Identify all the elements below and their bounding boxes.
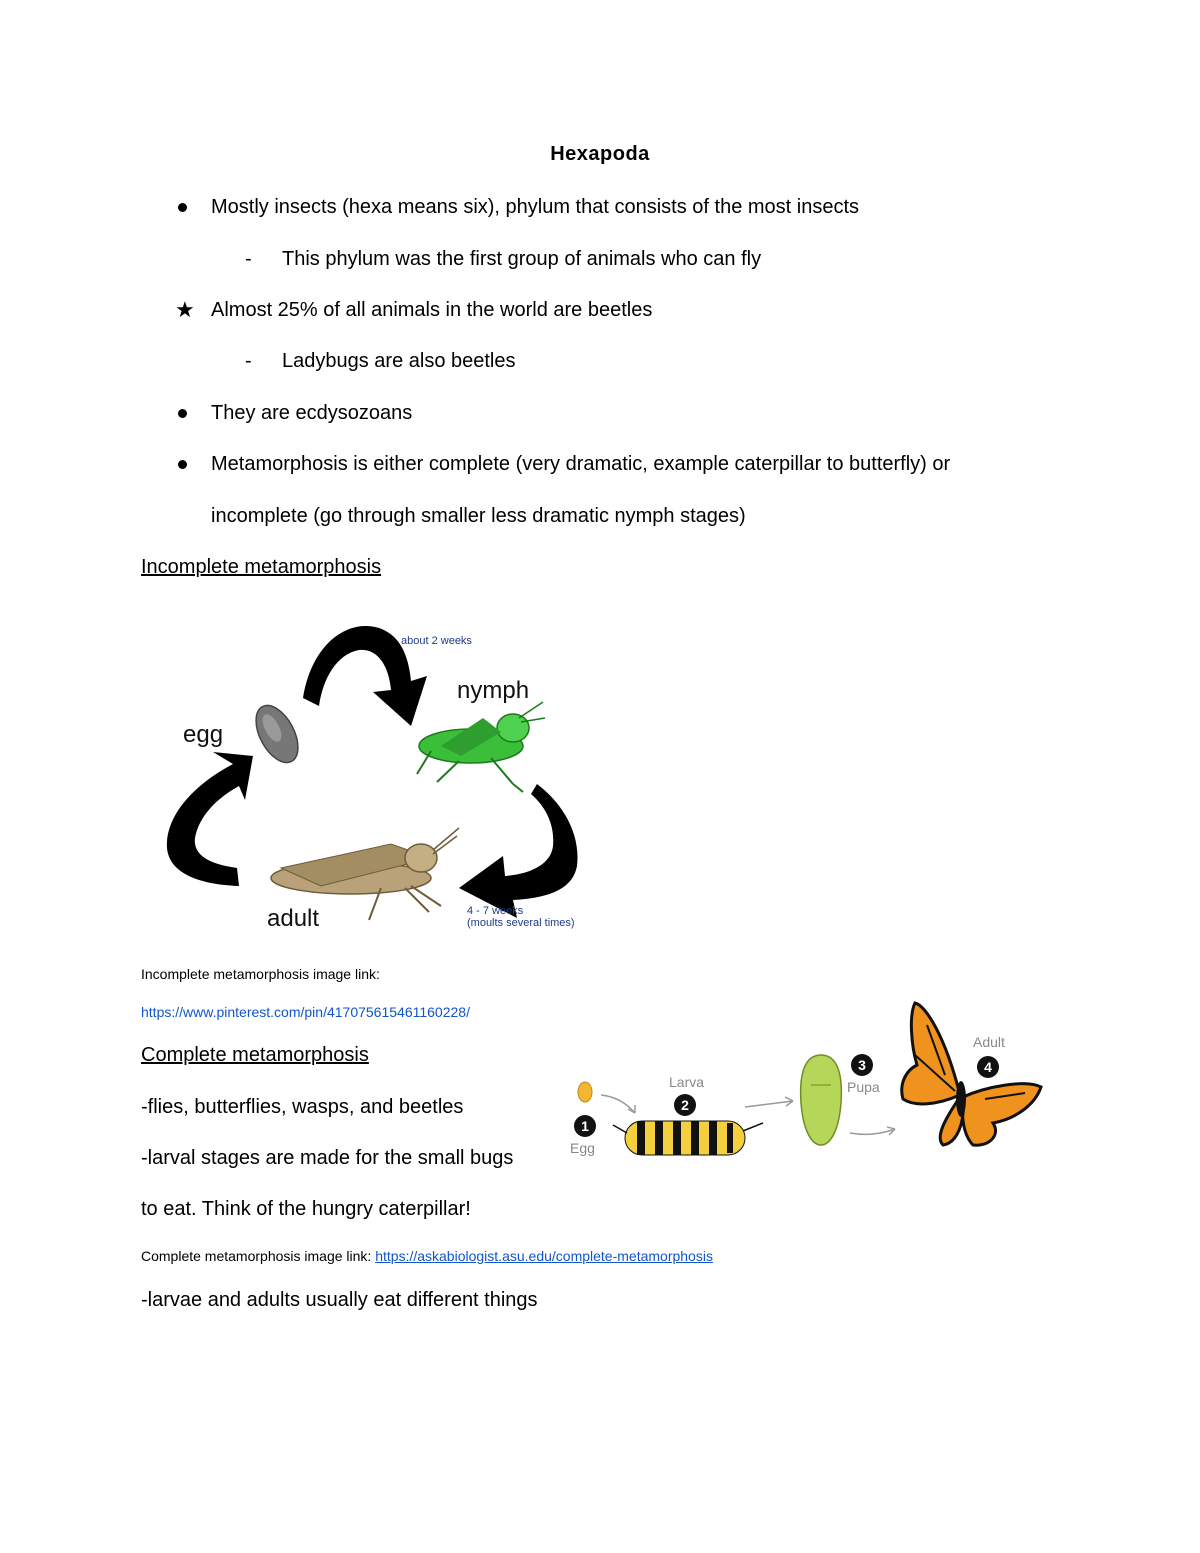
bullet-1-sub-text: This phylum was the first group of animals who can fly [282,248,762,270]
bullet-dot [178,203,187,212]
complete-heading: Complete metamorphosis [141,1044,369,1066]
svg-text:2: 2 [681,1097,689,1113]
bullet-4-text-line1: Metamorphosis is either complete (very dramatic, example caterpillar to butterfly) or [211,453,951,475]
egg-label: egg [183,721,224,748]
complete-link-row [141,1248,713,1264]
pupa-chrysalis-icon [801,1055,842,1145]
adult-butterfly-icon [902,1003,1041,1145]
complete-line-3: to eat. Think of the hungry caterpillar! [141,1198,471,1220]
svg-text:1: 1 [581,1118,589,1134]
svg-text:4: 4 [984,1059,992,1075]
nymph-label: nymph [457,677,530,704]
bullet-3-text: They are ecdysozoans [211,402,413,424]
svg-text:3: 3 [858,1057,866,1073]
bullet-dot [178,460,187,469]
egg-label: Egg [570,1140,595,1156]
complete-line-1: -flies, butterflies, wasps, and beetles [141,1096,464,1118]
adult-label: Adult [973,1034,1005,1050]
incomplete-heading: Incomplete metamorphosis [141,556,382,578]
larva-caterpillar-icon [613,1121,763,1155]
bullet-1-text: Mostly insects (hexa means six), phylum that consists of the most insects [211,196,860,218]
complete-line-4: -larvae and adults usually eat different things [141,1289,538,1311]
incomplete-image-link[interactable]: https://www.pinterest.com/pin/417075615461160228/ [141,1004,470,1020]
pupa-label: Pupa [847,1079,880,1095]
complete-image-link[interactable]: https://askabiologist.asu.edu/complete-metamorphosis [375,1248,713,1264]
bullet-2-text: Almost 25% of all animals in the world are beetles [211,299,653,321]
incomplete-metamorphosis-diagram [141,606,596,941]
page-title: Hexapoda [550,143,650,165]
sub-dash: - [245,248,252,270]
complete-line-2: -larval stages are made for the small bugs [141,1147,514,1169]
four-seven-weeks-label: 4 - 7 weeks [467,905,524,917]
complete-link-label: Complete metamorphosis image link: [141,1248,376,1264]
bullet-dot [178,409,187,418]
bullet-4-text-line2: incomplete (go through smaller less dramatic nymph stages) [211,505,746,527]
moults-label: (moults several times) [467,917,575,929]
sub-dash: - [245,350,252,372]
complete-metamorphosis-diagram [565,995,1050,1165]
larva-label: Larva [669,1074,705,1090]
egg-icon [578,1082,592,1102]
adult-label: adult [267,905,320,932]
bullet-2-sub-text: Ladybugs are also beetles [282,350,516,372]
incomplete-link-label: Incomplete metamorphosis image link: [141,966,380,982]
star-icon: ★ [175,297,195,322]
about-two-weeks-label: about 2 weeks [401,635,472,647]
